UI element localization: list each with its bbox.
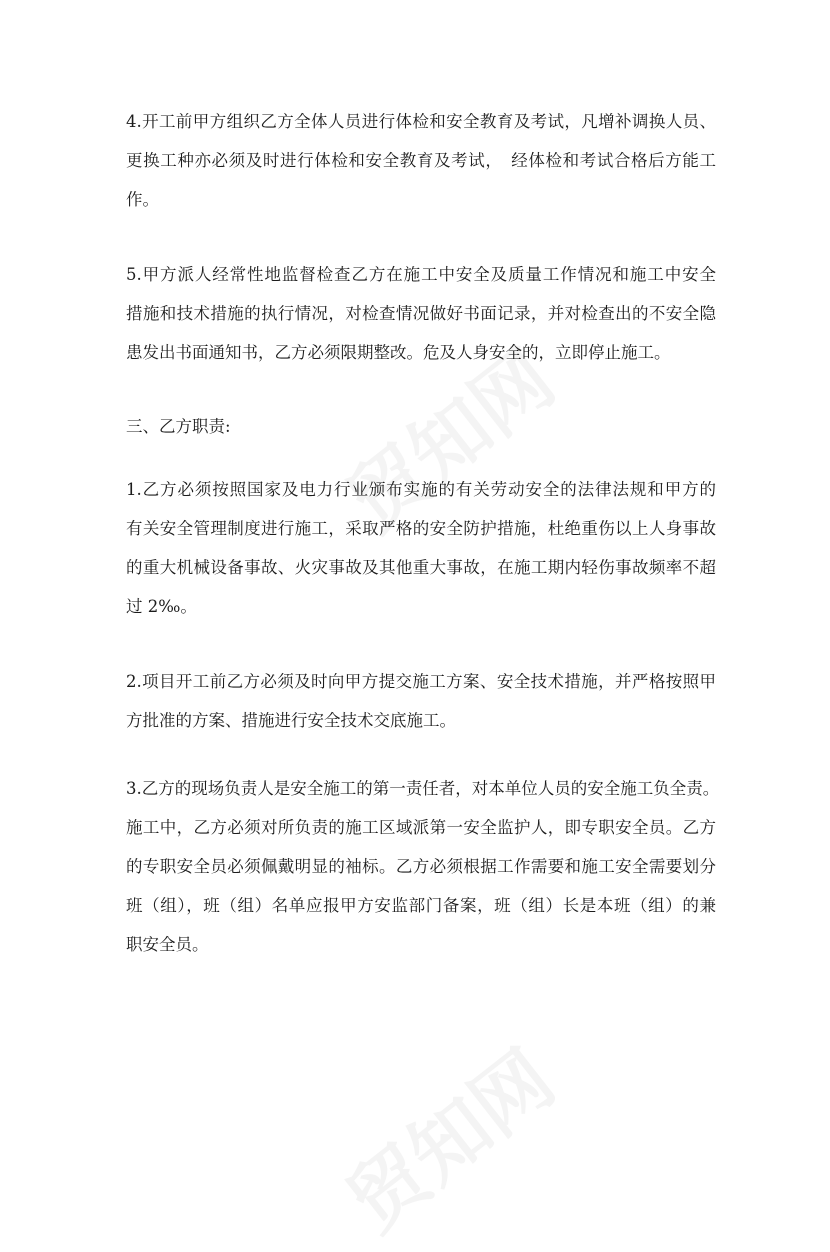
- paragraph-duty-1: [126, 470, 716, 626]
- paragraph-duty-3: [126, 769, 720, 964]
- paragraph-item-5: [126, 255, 716, 372]
- paragraph-line: 方批准的方案、措施进行安全技术交底施工。: [126, 711, 456, 730]
- paragraph-line: 有关安全管理制度进行施工，采取严格的安全防护措施，杜绝重伤以上人身事故: [126, 519, 716, 538]
- paragraph-line: 作。: [126, 190, 159, 209]
- paragraph-item-4: [126, 102, 716, 219]
- paragraph-line: 班（组），班（组）名单应报甲方安监部门备案，班（组）长是本班（组）的兼: [126, 896, 716, 915]
- paragraph-line: 患发出书面通知书，乙方必须限期整改。危及人身安全的，立即停止施工。: [126, 343, 671, 362]
- paragraph-line: 更换工种亦必须及时进行体检和安全教育及考试， 经体检和考试合格后方能工: [126, 151, 716, 170]
- paragraph-line: 的专职安全员必须佩戴明显的袖标。乙方必须根据工作需要和施工安全需要划分: [126, 857, 716, 876]
- section-heading-text: 三、乙方职责:: [126, 417, 231, 436]
- paragraph-line: 措施和技术措施的执行情况，对检查情况做好书面记录，并对检查出的不安全隐: [126, 304, 716, 323]
- paragraph-line: 的重大机械设备事故、火灾事故及其他重大事故，在施工期内轻伤事故频率不超: [126, 558, 716, 577]
- paragraph-line: 1.乙方必须按照国家及电力行业颁布实施的有关劳动安全的法律法规和甲方的: [126, 480, 716, 499]
- paragraph-line: 3.乙方的现场负责人是安全施工的第一责任者，对本单位人员的安全施工负全责。: [126, 779, 720, 798]
- paragraph-line: 4.开工前甲方组织乙方全体人员进行体检和安全教育及考试，凡增补调换人员、: [126, 112, 716, 131]
- watermark-bottom: [320, 1020, 573, 1252]
- paragraph-line: 施工中，乙方必须对所负责的施工区域派第一安全监护人，即专职安全员。乙方: [126, 818, 716, 837]
- paragraph-duty-2: [126, 662, 716, 740]
- paragraph-line: 5.甲方派人经常性地监督检查乙方在施工中安全及质量工作情况和施工中安全: [126, 265, 716, 284]
- paragraph-line: 职安全员。: [126, 935, 209, 954]
- section-heading: [126, 407, 716, 446]
- paragraph-line: 过 2‰。: [126, 597, 197, 616]
- paragraph-line: 2.项目开工前乙方必须及时向甲方提交施工方案、安全技术措施，并严格按照甲: [126, 672, 716, 691]
